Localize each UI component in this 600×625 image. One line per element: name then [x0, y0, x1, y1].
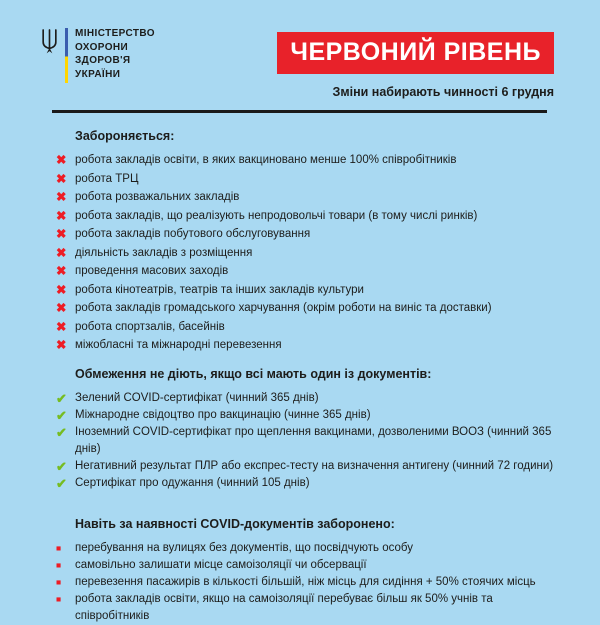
cross-icon: ✖	[56, 319, 67, 334]
section-prohibited-header: Забороняється:	[75, 129, 175, 143]
cross-icon: ✖	[56, 171, 67, 186]
exemption-document-item	[56, 407, 570, 424]
exemption-documents-list	[56, 390, 570, 492]
cross-icon: ✖	[56, 190, 67, 204]
ukraine-trident-icon	[40, 28, 59, 56]
always-prohibited-item	[56, 557, 570, 574]
ministry-name-line-4: УКРАЇНИ	[75, 68, 121, 80]
section-prohibited-even-with-documents	[56, 517, 570, 625]
exemption-document-text: Зелений COVID-сертифікат (чинний 365 днів)	[75, 392, 319, 404]
always-prohibited-item	[56, 574, 570, 591]
exemption-document-item	[56, 458, 570, 475]
header	[0, 0, 600, 110]
check-icon: ✔	[56, 391, 67, 406]
alert-banner-block	[277, 32, 554, 99]
cross-icon: ✖	[56, 227, 67, 241]
always-prohibited-item	[56, 591, 570, 625]
cross-icon: ✖	[56, 301, 67, 315]
prohibited-item	[56, 337, 570, 354]
cross-icon: ✖	[56, 264, 67, 278]
prohibited-item	[56, 152, 570, 169]
flag-color-bar	[65, 28, 68, 83]
prohibited-item-text: робота закладів освіти, в яких вакциновано менше 100% співробітників	[75, 154, 457, 166]
prohibited-item	[56, 263, 570, 280]
exemption-document-item	[56, 475, 570, 492]
exemption-document-item	[56, 424, 570, 458]
always-prohibited-item	[56, 540, 570, 557]
square-bullet-icon: ■	[56, 543, 62, 553]
prohibited-item-text: міжобласні та міжнародні перевезення	[75, 339, 282, 351]
section-exemptions-header: Обмеження не діють, якщо всі мають один із документів:	[75, 367, 432, 381]
cross-icon: ✖	[56, 282, 67, 297]
always-prohibited-text: перебування на вулицях без документів, що посвідчують особу	[75, 542, 413, 554]
section-document-exemptions	[56, 367, 570, 492]
prohibited-item	[56, 245, 570, 262]
content	[0, 129, 600, 625]
prohibited-item	[56, 189, 570, 206]
check-icon: ✔	[56, 476, 67, 491]
square-bullet-icon: ■	[56, 560, 62, 570]
cross-icon: ✖	[56, 208, 67, 223]
prohibited-item-text: робота спортзалів, басейнів	[75, 320, 225, 333]
always-prohibited-text: перевезення пасажирів в кількості більшій, ніж місць для сидіння + 50% стоячих місць	[75, 576, 536, 588]
prohibited-item-text: робота кінотеатрів, театрів та інших закладів культури	[75, 283, 364, 296]
cross-icon: ✖	[56, 245, 67, 260]
effective-date-note: Зміни набирають чинності 6 грудня	[332, 85, 554, 99]
check-icon: ✔	[56, 408, 67, 423]
always-prohibited-list	[56, 540, 570, 625]
cross-icon: ✖	[56, 153, 67, 167]
prohibited-list	[56, 152, 570, 354]
prohibited-item	[56, 226, 570, 243]
prohibited-item	[56, 208, 570, 225]
exemption-document-item	[56, 390, 570, 407]
always-prohibited-text: робота закладів освіти, якщо на самоізоляції перебуває більш як 50% учнів та співробітників	[75, 593, 493, 622]
exemption-document-text: Міжнародне свідоцтво про вакцинацію (чинне 365 днів)	[75, 409, 371, 421]
square-bullet-icon: ■	[56, 594, 62, 604]
section-even-with-docs-header: Навіть за наявності COVID-документів заборонено:	[75, 517, 395, 531]
always-prohibited-text: самовільно залишати місце самоізоляції чи обсервації	[75, 559, 367, 571]
ministry-name-line-3: ЗДОРОВ'Я	[75, 55, 131, 66]
section-prohibited	[56, 129, 570, 354]
exemption-document-text: Негативний результат ПЛР або експрес-тесту на визначення антигену (чинний 72 години)	[75, 460, 554, 472]
check-icon: ✔	[56, 425, 67, 440]
prohibited-item-text: робота ТРЦ	[75, 172, 139, 185]
divider-line	[52, 110, 547, 113]
prohibited-item-text: робота закладів побутового обслуговування	[75, 228, 311, 240]
ministry-logo	[40, 27, 155, 83]
prohibited-item	[56, 300, 570, 317]
prohibited-item-text: проведення масових заходів	[75, 265, 229, 277]
exemption-document-text: Іноземний COVID-сертифікат про щеплення вакцинами, дозволеними ВООЗ (чинний 365 днів)	[75, 426, 552, 455]
prohibited-item	[56, 282, 570, 299]
prohibited-item-text: діяльність закладів з розміщення	[75, 246, 253, 259]
prohibited-item-text: робота закладів громадського харчування (окрім роботи на виніс та доставки)	[75, 302, 492, 314]
cross-icon: ✖	[56, 338, 67, 352]
exemption-document-text: Сертифікат про одужання (чинний 105 днів)	[75, 477, 310, 489]
ministry-name-line-1: МІНІСТЕРСТВО	[75, 28, 155, 39]
square-bullet-icon: ■	[56, 577, 62, 587]
prohibited-item	[56, 171, 570, 188]
check-icon: ✔	[56, 459, 67, 474]
alert-level-banner: ЧЕРВОНИЙ РІВЕНЬ	[277, 32, 554, 74]
prohibited-item-text: робота закладів, що реалізують непродовольчі товари (в тому числі ринків)	[75, 209, 478, 222]
prohibited-item-text: робота розважальних закладів	[75, 191, 240, 203]
ministry-name	[75, 27, 155, 81]
prohibited-item	[56, 319, 570, 336]
ministry-name-line-2: ОХОРОНИ	[75, 41, 129, 53]
